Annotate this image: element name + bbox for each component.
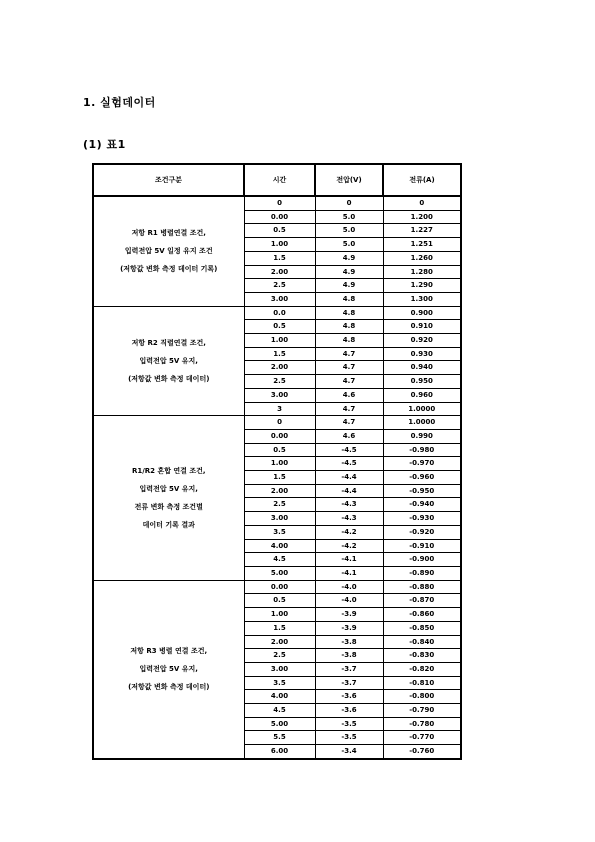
current-cell: -0.950 — [383, 484, 461, 498]
voltage-cell: 4.9 — [315, 279, 383, 293]
time-cell: 2.5 — [244, 498, 315, 512]
current-cell: 1.251 — [383, 238, 461, 252]
condition-label-line: (저항값 변화 측정 데이터) — [128, 683, 210, 692]
column-header-current: 전류(A) — [383, 164, 461, 196]
current-cell: -0.930 — [383, 512, 461, 526]
current-cell: 0.940 — [383, 361, 461, 375]
time-cell: 4.5 — [244, 704, 315, 718]
voltage-cell: 4.9 — [315, 265, 383, 279]
current-cell: -0.780 — [383, 717, 461, 731]
column-header-condition: 조건구분 — [93, 164, 244, 196]
voltage-cell: -3.7 — [315, 662, 383, 676]
time-cell: 0.00 — [244, 210, 315, 224]
time-cell: 2.5 — [244, 279, 315, 293]
current-cell: -0.830 — [383, 649, 461, 663]
table-header-row — [93, 164, 461, 196]
condition-label-line: R1/R2 혼합 연결 조건, — [131, 466, 206, 475]
current-cell: -0.890 — [383, 566, 461, 580]
time-cell: 3.00 — [244, 662, 315, 676]
table-caption: (1) 표1 — [83, 138, 126, 151]
current-cell: -0.980 — [383, 443, 461, 457]
voltage-cell: 4.8 — [315, 320, 383, 334]
time-cell: 2.00 — [244, 484, 315, 498]
voltage-cell: -4.2 — [315, 539, 383, 553]
condition-label-line: 전류 변화 측정 조건별 — [134, 502, 203, 511]
voltage-cell: 4.8 — [315, 292, 383, 306]
time-cell: 1.5 — [244, 621, 315, 635]
time-cell: 5.5 — [244, 731, 315, 745]
condition-label-line: 입력전압 5V 유지, — [139, 484, 198, 493]
current-cell: -0.820 — [383, 662, 461, 676]
current-cell: -0.940 — [383, 498, 461, 512]
time-cell: 6.00 — [244, 745, 315, 759]
voltage-cell: -4.0 — [315, 594, 383, 608]
current-cell: 0.960 — [383, 388, 461, 402]
current-cell: -0.760 — [383, 745, 461, 759]
current-cell: 1.200 — [383, 210, 461, 224]
current-cell: 1.0000 — [383, 402, 461, 416]
time-cell: 1.00 — [244, 608, 315, 622]
current-cell: 0.950 — [383, 375, 461, 389]
current-cell: -0.850 — [383, 621, 461, 635]
time-cell: 4.00 — [244, 690, 315, 704]
voltage-cell: -3.8 — [315, 635, 383, 649]
time-cell: 0.5 — [244, 594, 315, 608]
current-cell: -0.870 — [383, 594, 461, 608]
voltage-cell: -3.6 — [315, 704, 383, 718]
voltage-cell: 4.7 — [315, 375, 383, 389]
table-row — [93, 416, 461, 430]
current-cell: 0.910 — [383, 320, 461, 334]
time-cell: 5.00 — [244, 566, 315, 580]
voltage-cell: -4.3 — [315, 512, 383, 526]
data-table — [92, 163, 462, 760]
current-cell: 0.930 — [383, 347, 461, 361]
time-cell: 0.00 — [244, 429, 315, 443]
voltage-cell: -4.4 — [315, 484, 383, 498]
voltage-cell: -4.5 — [315, 443, 383, 457]
condition-group-cell — [93, 196, 244, 306]
current-cell: 0.920 — [383, 334, 461, 348]
voltage-cell: -4.2 — [315, 525, 383, 539]
condition-label-line: 입력전압 5V 일정 유지 조건 — [124, 247, 213, 256]
voltage-cell: -3.4 — [315, 745, 383, 759]
table-row — [93, 580, 461, 594]
voltage-cell: 5.0 — [315, 210, 383, 224]
time-cell: 0.5 — [244, 320, 315, 334]
condition-label-line: 입력전압 5V 유지, — [139, 665, 198, 674]
voltage-cell: 4.6 — [315, 388, 383, 402]
time-cell: 2.5 — [244, 375, 315, 389]
current-cell: -0.860 — [383, 608, 461, 622]
current-cell: -0.800 — [383, 690, 461, 704]
current-cell: -0.790 — [383, 704, 461, 718]
current-cell: -0.770 — [383, 731, 461, 745]
voltage-cell: 0 — [315, 196, 383, 210]
voltage-cell: 5.0 — [315, 224, 383, 238]
current-cell: 1.290 — [383, 279, 461, 293]
condition-label-line: 저항 R1 병렬연결 조건, — [131, 229, 206, 238]
current-cell: -0.910 — [383, 539, 461, 553]
current-cell: -0.840 — [383, 635, 461, 649]
current-cell: 0 — [383, 196, 461, 210]
voltage-cell: 5.0 — [315, 238, 383, 252]
current-cell: -0.900 — [383, 553, 461, 567]
condition-label-line: (저항값 변화 측정 데이터 기록) — [120, 265, 218, 274]
current-cell: 0.900 — [383, 306, 461, 320]
voltage-cell: 4.7 — [315, 361, 383, 375]
condition-label-line: 데이터 기록 결과 — [142, 520, 195, 529]
voltage-cell: -4.1 — [315, 553, 383, 567]
time-cell: 1.00 — [244, 238, 315, 252]
time-cell: 2.5 — [244, 649, 315, 663]
voltage-cell: -4.4 — [315, 471, 383, 485]
column-header-voltage: 전압(V) — [315, 164, 383, 196]
time-cell: 1.5 — [244, 347, 315, 361]
voltage-cell: 4.7 — [315, 347, 383, 361]
time-cell: 4.00 — [244, 539, 315, 553]
condition-group-cell — [93, 306, 244, 416]
voltage-cell: -3.9 — [315, 608, 383, 622]
time-cell: 0 — [244, 416, 315, 430]
time-cell: 5.00 — [244, 717, 315, 731]
time-cell: 2.00 — [244, 635, 315, 649]
current-cell: 1.300 — [383, 292, 461, 306]
voltage-cell: -3.9 — [315, 621, 383, 635]
current-cell: -0.810 — [383, 676, 461, 690]
condition-group-cell — [93, 580, 244, 759]
time-cell: 4.5 — [244, 553, 315, 567]
time-cell: 3.5 — [244, 676, 315, 690]
voltage-cell: 4.7 — [315, 402, 383, 416]
table-row — [93, 196, 461, 210]
current-cell: -0.880 — [383, 580, 461, 594]
voltage-cell: -3.6 — [315, 690, 383, 704]
section-heading: 1. 실험데이터 — [83, 96, 156, 109]
time-cell: 3.00 — [244, 512, 315, 526]
time-cell: 3.00 — [244, 388, 315, 402]
current-cell: -0.920 — [383, 525, 461, 539]
current-cell: -0.970 — [383, 457, 461, 471]
voltage-cell: -4.3 — [315, 498, 383, 512]
current-cell: 0.990 — [383, 429, 461, 443]
current-cell: 1.227 — [383, 224, 461, 238]
condition-label-line: 저항 R2 직렬연결 조건, — [131, 338, 206, 347]
time-cell: 1.00 — [244, 334, 315, 348]
time-cell: 0.5 — [244, 224, 315, 238]
voltage-cell: -4.5 — [315, 457, 383, 471]
condition-label-line: (저항값 변화 측정 데이터) — [128, 374, 210, 383]
time-cell: 2.00 — [244, 361, 315, 375]
table-body — [93, 196, 461, 759]
voltage-cell: -3.7 — [315, 676, 383, 690]
time-cell: 0 — [244, 196, 315, 210]
time-cell: 2.00 — [244, 265, 315, 279]
voltage-cell: -3.5 — [315, 717, 383, 731]
current-cell: 1.280 — [383, 265, 461, 279]
voltage-cell: 4.7 — [315, 416, 383, 430]
time-cell: 3.5 — [244, 525, 315, 539]
current-cell: 1.0000 — [383, 416, 461, 430]
time-cell: 3 — [244, 402, 315, 416]
condition-label-line: 저항 R3 병렬 연결 조건, — [130, 647, 208, 656]
table-row — [93, 306, 461, 320]
voltage-cell: -3.8 — [315, 649, 383, 663]
voltage-cell: 4.8 — [315, 306, 383, 320]
voltage-cell: 4.6 — [315, 429, 383, 443]
column-header-time: 시간 — [244, 164, 315, 196]
time-cell: 0.00 — [244, 580, 315, 594]
condition-group-cell — [93, 416, 244, 580]
time-cell: 1.00 — [244, 457, 315, 471]
time-cell: 3.00 — [244, 292, 315, 306]
current-cell: -0.960 — [383, 471, 461, 485]
time-cell: 0.5 — [244, 443, 315, 457]
voltage-cell: -3.5 — [315, 731, 383, 745]
condition-label-line: 입력전압 5V 유지, — [139, 356, 198, 365]
voltage-cell: -4.0 — [315, 580, 383, 594]
time-cell: 0.0 — [244, 306, 315, 320]
voltage-cell: 4.9 — [315, 251, 383, 265]
time-cell: 1.5 — [244, 251, 315, 265]
current-cell: 1.260 — [383, 251, 461, 265]
voltage-cell: 4.8 — [315, 334, 383, 348]
voltage-cell: -4.1 — [315, 566, 383, 580]
time-cell: 1.5 — [244, 471, 315, 485]
